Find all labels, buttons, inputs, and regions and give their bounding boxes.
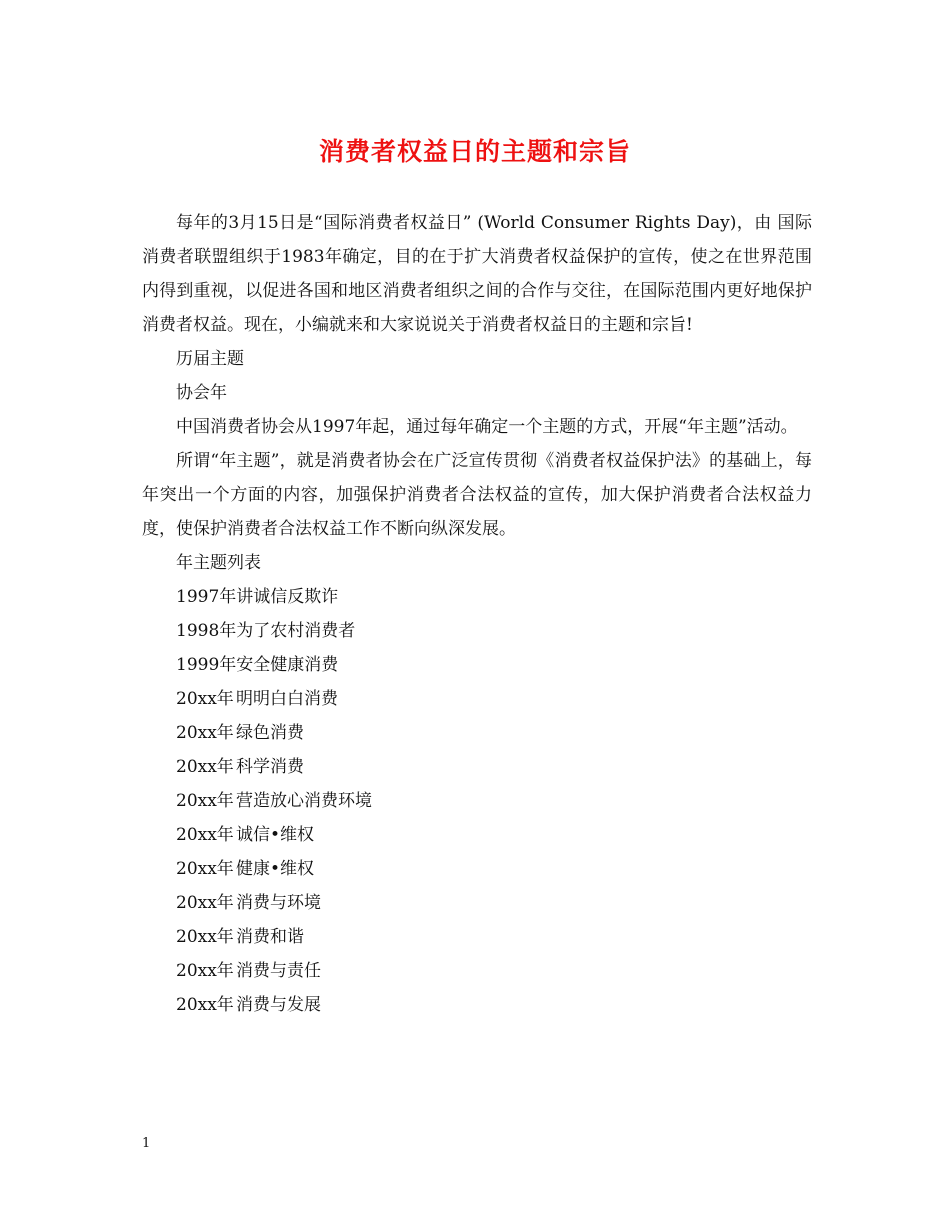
- list-item: [142, 818, 812, 852]
- document-body: [142, 206, 812, 1022]
- theme-list: [142, 580, 812, 1022]
- list-item: [142, 988, 812, 1022]
- list-item-year: 20xx年: [176, 893, 234, 913]
- list-item-theme: 诚信•维权: [236, 825, 315, 845]
- list-item-year: 1997年: [176, 587, 237, 607]
- list-item: [142, 716, 812, 750]
- list-item: [142, 920, 812, 954]
- list-item-year: 20xx年: [176, 927, 234, 947]
- list-item: [142, 614, 812, 648]
- list-item-year: 20xx年: [176, 995, 234, 1015]
- list-item-year: 20xx年: [176, 825, 234, 845]
- list-item-theme: 绿色消费: [236, 723, 304, 743]
- list-item-year: 1998年: [176, 621, 237, 641]
- list-item: [142, 682, 812, 716]
- association-paragraph: 中国消费者协会从1997年起，通过每年确定一个主题的方式，开展“年主题”活动。: [176, 417, 798, 437]
- list-item-theme: 讲诚信反欺诈: [236, 587, 339, 607]
- list-item: [142, 954, 812, 988]
- list-item-theme: 消费与环境: [236, 893, 321, 913]
- list-item: [142, 784, 812, 818]
- list-item-theme: 安全健康消费: [236, 655, 339, 675]
- definition-paragraph: 所谓“年主题”，就是消费者协会在广泛宣传贯彻《消费者权益保护法》的基础上，每年突出一个方面的内容，加强保护消费者合法权益的宣传，加大保护消费者合法权益力度，使保护消费者合法权益工作不断向纵深发展。: [142, 451, 812, 539]
- list-item: [142, 886, 812, 920]
- list-item: [142, 750, 812, 784]
- list-item-theme: 消费与责任: [236, 961, 321, 981]
- list-item-year: 20xx年: [176, 723, 234, 743]
- intro-paragraph: 每年的3月15日是“国际消费者权益日” (World Consumer Rights Day)，由 国际消费者联盟组织于1983年确定，目的在于扩大消费者权益保护的宣传，使之在世界范围内得到重视，以促进各国和地区消费者组织之间的合作与交往，在国际范围内更好地保护 消费者权益。现在，小编就来和大家说说关于消费者权益日的主题和宗旨!: [142, 213, 812, 335]
- list-item-year: 20xx年: [176, 757, 234, 777]
- heading-themes: 历届主题: [176, 349, 244, 369]
- list-item-year: 20xx年: [176, 961, 234, 981]
- list-item-theme: 消费和谐: [236, 927, 304, 947]
- list-item: [142, 580, 812, 614]
- page-number: 1: [142, 1136, 151, 1151]
- list-item-year: 20xx年: [176, 859, 234, 879]
- list-item: [142, 852, 812, 886]
- list-item-year: 20xx年: [176, 791, 234, 811]
- list-item-theme: 健康•维权: [236, 859, 315, 879]
- list-item-theme: 消费与发展: [236, 995, 321, 1015]
- list-item-theme: 科学消费: [236, 757, 304, 777]
- document-title: 消费者权益日的主题和宗旨: [318, 137, 631, 166]
- heading-theme-list: 年主题列表: [176, 553, 261, 573]
- list-item-theme: 明明白白消费: [236, 689, 338, 709]
- list-item-theme: 为了农村消费者: [236, 621, 356, 641]
- list-item-year: 1999年: [176, 655, 237, 675]
- heading-association-year: 协会年: [176, 383, 227, 403]
- list-item: [142, 648, 812, 682]
- list-item-theme: 营造放心消费环境: [236, 791, 372, 811]
- list-item-year: 20xx年: [176, 689, 234, 709]
